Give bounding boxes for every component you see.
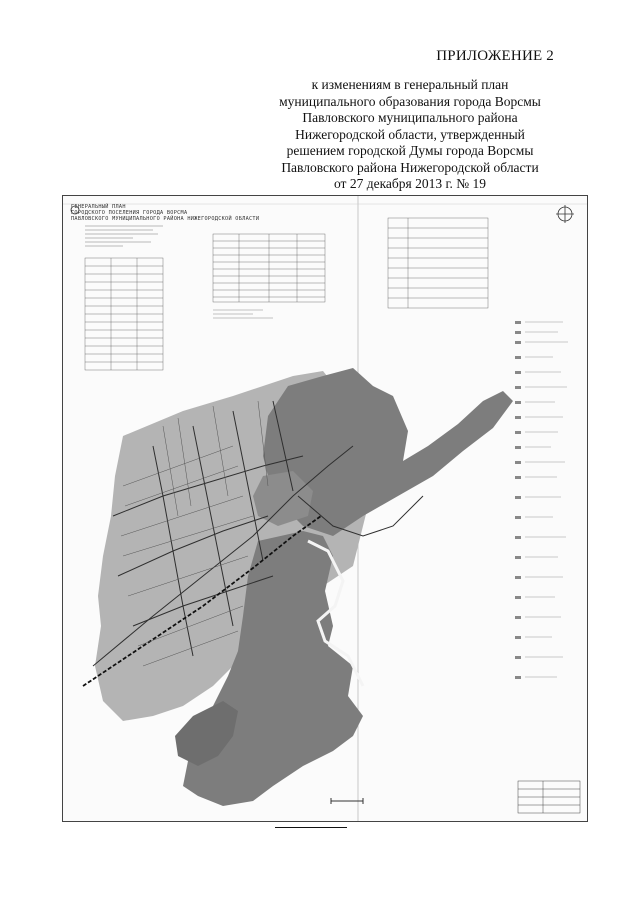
appendix-line: Павловского района Нижегородской области: [281, 159, 539, 175]
legend-table-center: [213, 234, 325, 302]
sheet-header-line: ГЕНЕРАЛЬНЫЙ ПЛАН: [71, 204, 126, 210]
signature-line: [275, 827, 347, 828]
appendix-line: Нижегородской области, утвержденный: [295, 126, 525, 142]
appendix-line: от 27 декабря 2013 г. № 19: [333, 176, 487, 191]
appendix-block: [260, 8, 560, 193]
map-drawing: [63, 196, 587, 821]
sheet-header-line: ГОРОДСКОГО ПОСЕЛЕНИЯ ГОРОДА ВОРСМА: [71, 210, 188, 216]
compass-icon: [556, 205, 574, 223]
note-text-lines: [213, 310, 273, 318]
appendix-line: к изменениям в генеральный план: [311, 77, 509, 92]
header-text-lines: [85, 226, 163, 246]
appendix-line: решением городской Думы города Ворсмы: [286, 143, 534, 158]
appendix-title: ПРИЛОЖЕНИЕ 2: [436, 48, 554, 64]
title-block: [518, 781, 580, 813]
appendix-line: Павловского муниципального района: [302, 110, 518, 125]
appendix-line: муниципального образования города Ворсмы: [279, 93, 541, 109]
legend-table-left: [85, 258, 163, 370]
map-legend-text: [525, 322, 568, 677]
general-plan-map-sheet: [62, 195, 588, 822]
legend-table-right: [388, 218, 488, 308]
sheet-header: [71, 204, 259, 222]
map-legend-column: [515, 321, 521, 679]
sheet-header-line: ПАВЛОВСКОГО МУНИЦИПАЛЬНОГО РАЙОНА НИЖЕГОРОДСКОЙ ОБЛАСТИ: [71, 216, 260, 222]
